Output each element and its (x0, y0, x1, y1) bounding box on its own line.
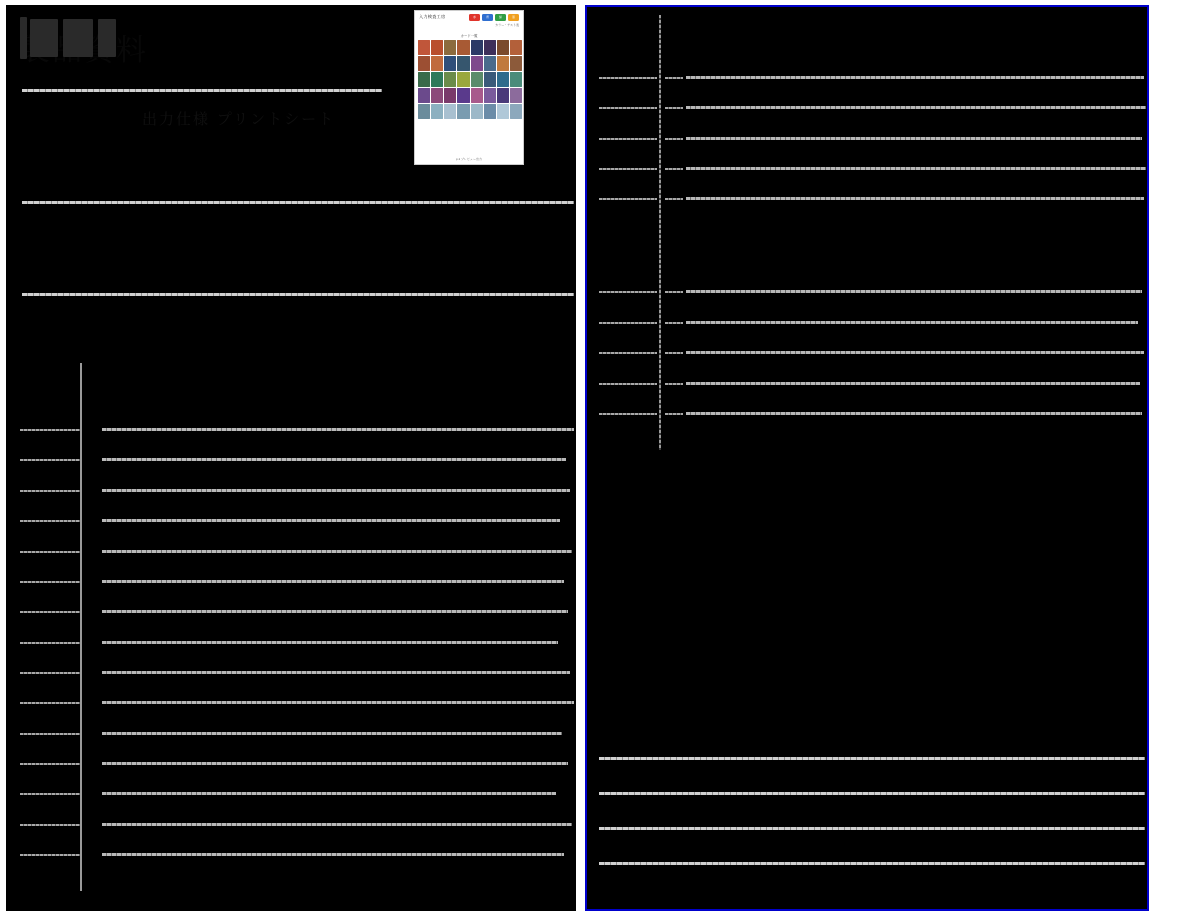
table-row (20, 793, 80, 795)
table-row (599, 291, 657, 293)
thumbnail-card-cell (457, 56, 469, 71)
thumbnail-card-cell (457, 72, 469, 87)
table-row (20, 854, 80, 856)
footer-row (599, 827, 1145, 830)
table-row (686, 76, 1144, 79)
table-column-divider (80, 363, 82, 891)
thumbnail-card-cell (418, 104, 430, 119)
thumbnail-pill: 青 (482, 14, 493, 21)
table-row (599, 138, 657, 140)
table-row (665, 107, 683, 109)
thumbnail-card-cell (444, 72, 456, 87)
table-row (599, 77, 657, 79)
thumbnail-card-cell (431, 56, 443, 71)
thumbnail-card-cell (418, 40, 430, 55)
thumbnail-card-grid (418, 40, 522, 119)
table-row (665, 322, 683, 324)
thumbnail-pill: 黒 (508, 14, 519, 21)
thumbnail-card-cell (471, 88, 483, 103)
page-title: 製品資料 (20, 33, 148, 68)
table-row (20, 490, 80, 492)
table-row (102, 853, 564, 856)
section-separator-2 (22, 293, 574, 296)
right-page (585, 5, 1149, 911)
thumbnail-card-cell (484, 88, 496, 103)
table-row (686, 137, 1142, 140)
thumbnail-footer: p.1 プレビュー出力 (456, 157, 482, 161)
table-row (20, 459, 80, 461)
table-row (665, 168, 683, 170)
footer-row (599, 757, 1145, 760)
table-row (102, 732, 562, 735)
table-row (599, 198, 657, 200)
table-column-divider (659, 15, 661, 450)
table-row (20, 429, 80, 431)
thumbnail-card-cell (510, 56, 522, 71)
thumbnail-card-cell (484, 72, 496, 87)
table-row (20, 611, 80, 613)
table-row (20, 763, 80, 765)
table-row (599, 107, 657, 109)
thumbnail-card-cell (497, 104, 509, 119)
table-row (599, 168, 657, 170)
table-row (102, 610, 568, 613)
footer-row (599, 792, 1145, 795)
thumbnail-card-cell (510, 104, 522, 119)
thumbnail-card-cell (471, 56, 483, 71)
thumbnail-title: 入力検査工房 (419, 14, 446, 19)
thumbnail-pill: 緑 (495, 14, 506, 21)
table-row (665, 77, 683, 79)
table-row (102, 792, 556, 795)
table-row (102, 458, 566, 461)
thumbnail-caption: カード一覧 (460, 34, 478, 38)
thumbnail-card-cell (484, 104, 496, 119)
thumbnail-subtitle: カラー・テスト表 (495, 23, 519, 27)
table-row (20, 551, 80, 553)
table-row (20, 824, 80, 826)
table-row (599, 352, 657, 354)
thumbnail-card-cell (497, 88, 509, 103)
thumbnail-card-cell (457, 104, 469, 119)
table-row (686, 290, 1142, 293)
thumbnail-card-cell (418, 56, 430, 71)
thumbnail-card-cell (471, 72, 483, 87)
table-row (102, 701, 574, 704)
card-sheet-thumbnail[interactable] (414, 10, 524, 165)
thumbnail-card-cell (431, 104, 443, 119)
thumbnail-card-cell (457, 88, 469, 103)
footer-row (599, 862, 1145, 865)
table-row (686, 351, 1144, 354)
thumbnail-card-cell (484, 40, 496, 55)
table-row (102, 519, 560, 522)
table-row (20, 733, 80, 735)
table-row (102, 550, 572, 553)
table-row (686, 167, 1146, 170)
table-row (665, 413, 683, 415)
table-row (665, 383, 683, 385)
table-row (20, 581, 80, 583)
thumbnail-card-cell (444, 56, 456, 71)
table-row (20, 702, 80, 704)
page-subtitle: 出力仕様 プリントシート (142, 110, 336, 128)
thumbnail-card-cell (444, 88, 456, 103)
table-row (599, 322, 657, 324)
table-row (102, 823, 572, 826)
table-row (20, 672, 80, 674)
thumbnail-card-cell (431, 72, 443, 87)
section-separator-1 (22, 201, 574, 204)
table-row (102, 641, 558, 644)
table-row (102, 428, 574, 431)
thumbnail-card-cell (510, 40, 522, 55)
table-row (20, 642, 80, 644)
table-row (686, 412, 1142, 415)
thumbnail-card-cell (418, 72, 430, 87)
thumbnail-card-cell (497, 40, 509, 55)
table-row (599, 413, 657, 415)
thumbnail-card-cell (471, 40, 483, 55)
table-row (665, 352, 683, 354)
table-row (665, 198, 683, 200)
thumbnail-card-cell (471, 104, 483, 119)
table-row (102, 489, 570, 492)
title-underline (22, 89, 382, 92)
thumbnail-card-cell (510, 88, 522, 103)
thumbnail-card-cell (497, 72, 509, 87)
table-row (20, 520, 80, 522)
table-row (599, 383, 657, 385)
thumbnail-card-cell (497, 56, 509, 71)
thumbnail-card-cell (418, 88, 430, 103)
thumbnail-card-cell (431, 40, 443, 55)
table-row (102, 671, 570, 674)
table-row (665, 291, 683, 293)
thumbnail-pill-row (469, 14, 519, 21)
table-row (686, 382, 1140, 385)
table-row (102, 580, 564, 583)
thumbnail-card-cell (444, 104, 456, 119)
table-row (665, 138, 683, 140)
table-row (686, 197, 1144, 200)
thumbnail-card-cell (431, 88, 443, 103)
thumbnail-card-cell (510, 72, 522, 87)
thumbnail-card-cell (484, 56, 496, 71)
thumbnail-pill: 赤 (469, 14, 480, 21)
thumbnail-card-cell (457, 40, 469, 55)
table-row (102, 762, 568, 765)
table-row (686, 106, 1146, 109)
thumbnail-card-cell (444, 40, 456, 55)
table-row (686, 321, 1138, 324)
